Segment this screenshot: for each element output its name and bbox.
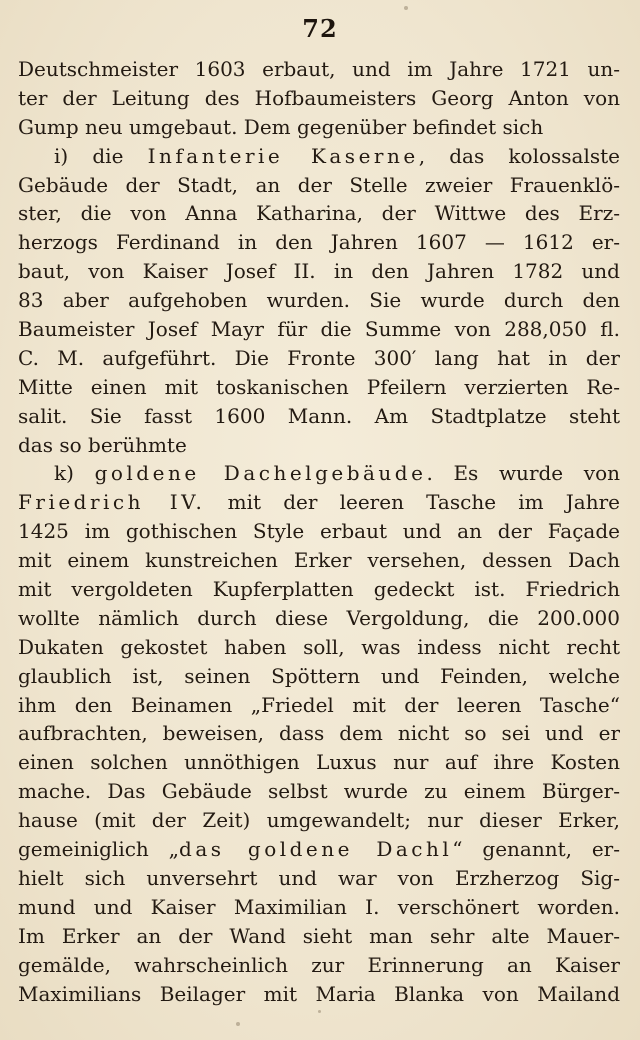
paper-speck xyxy=(404,6,408,10)
text-line: baut, von Kaiser Josef II. in den Jahren 1782 und xyxy=(18,259,620,284)
spaced-name: Friedrich IV. xyxy=(18,490,206,515)
page-number: 72 xyxy=(302,14,338,43)
text-line: Deutschmeister 1603 erbaut, und im Jahre 1721 un- xyxy=(18,57,620,81)
text-line: einen solchen unnöthigen Luxus nur auf ihre Kosten xyxy=(18,750,620,775)
paper-speck xyxy=(318,1010,321,1013)
list-marker: k) xyxy=(54,461,95,486)
text-line: hause (mit der Zeit) umgewandelt; nur dieser Erker, xyxy=(18,808,620,833)
text-line: ihm den Beinamen „Friedel mit der leeren Tasche“ xyxy=(18,692,620,717)
text-line: mit einem kunstreichen Erker versehen, dessen Dach xyxy=(18,548,620,573)
text-line: Im Erker an der Wand sieht man sehr alte Mauer- xyxy=(18,923,620,948)
text-line: mit vergoldeten Kupferplatten gedeckt ist. Friedrich xyxy=(18,577,620,602)
text-line: gemälde, wahrscheinlich zur Erinnerung an Kaiser xyxy=(18,952,620,977)
text-line: Gebäude der Stadt, an der Stelle zweier Frauenklö- xyxy=(18,172,620,197)
list-marker: i) die xyxy=(54,143,148,168)
line-suffix: , das kolossalste xyxy=(418,143,620,168)
paper-speck xyxy=(236,1022,240,1026)
line-suffix: . Es wurde von xyxy=(426,461,620,486)
text-line-spaced-name xyxy=(18,835,620,864)
line-suffix: “ genannt, er- xyxy=(452,837,620,862)
text-line: das so berühmte xyxy=(18,432,187,457)
text-line: Gump neu umgebaut. Dem gegenüber befindet sich xyxy=(18,114,544,139)
spaced-heading: Infanterie Kaserne xyxy=(147,143,419,168)
text-line: aufbrachten, beweisen, dass dem nicht so sei und er xyxy=(18,721,620,746)
text-line: hielt sich unversehrt und war von Erzherzog Sig- xyxy=(18,865,620,890)
text-line: Baumeister Josef Mayr für die Summe von 288,050 fl. xyxy=(18,317,620,342)
text-line: 1425 im gothischen Style erbaut und an der Façade xyxy=(18,519,620,544)
text-line: herzogs Ferdinand in den Jahren 1607 — 1612 er- xyxy=(18,230,620,255)
text-line-spaced-name xyxy=(18,488,620,517)
text-line: Dukaten gekostet haben soll, was indess nicht recht xyxy=(18,634,620,659)
body-text xyxy=(18,55,620,1008)
spaced-name: das goldene Dachl xyxy=(179,837,453,862)
text-line: mache. Das Gebäude selbst wurde zu einem Bürger- xyxy=(18,779,620,804)
text-line: ter der Leitung des Hofbaumeisters Georg Anton von xyxy=(18,85,620,110)
text-line: Maximilians Beilager mit Maria Blanka von Mailand xyxy=(18,981,620,1006)
text-line: mund und Kaiser Maximilian I. verschönert worden. xyxy=(18,894,620,919)
text-line-heading-i xyxy=(18,142,620,171)
text-line: 83 aber aufgehoben wurden. Sie wurde durch den xyxy=(18,288,620,313)
line-suffix: mit der leeren Tasche im Jahre xyxy=(205,490,620,515)
text-line: glaublich ist, seinen Spöttern und Feinden, welche xyxy=(18,663,620,688)
text-line: salit. Sie fasst 1600 Mann. Am Stadtplatze steht xyxy=(18,403,620,428)
text-line: C. M. aufgeführt. Die Fronte 300′ lang hat in der xyxy=(18,345,620,370)
text-line: wollte nämlich durch diese Vergoldung, die 200.000 xyxy=(18,605,620,630)
text-line: Mitte einen mit toskanischen Pfeilern verzierten Re- xyxy=(18,374,620,399)
line-prefix: gemeiniglich „ xyxy=(18,837,180,862)
text-line: ster, die von Anna Katharina, der Wittwe des Erz- xyxy=(18,201,620,226)
spaced-heading: goldene Dachelgebäude xyxy=(94,461,427,486)
text-line-heading-k xyxy=(18,459,620,488)
